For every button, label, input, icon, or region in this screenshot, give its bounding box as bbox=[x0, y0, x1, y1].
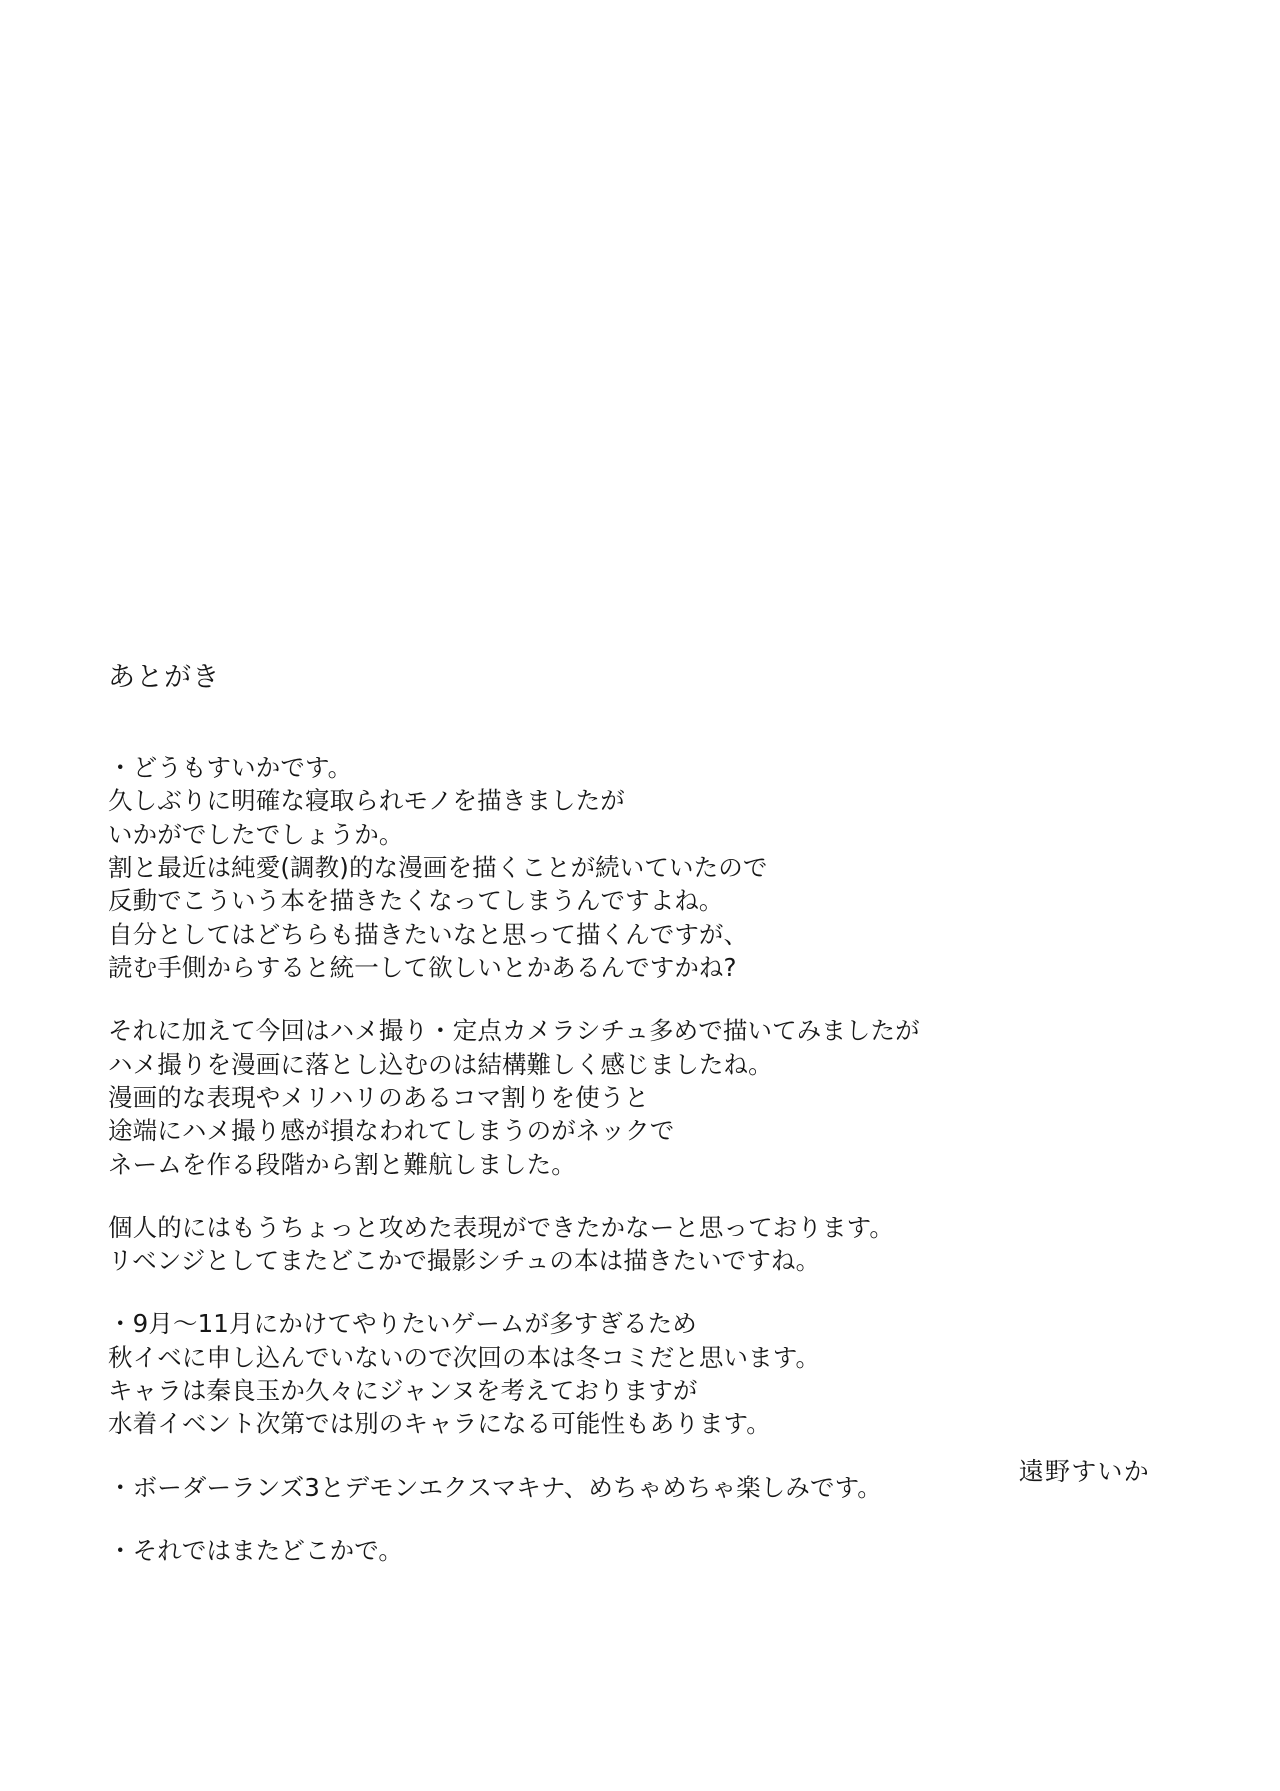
afterword-paragraph-closing bbox=[108, 1534, 1188, 1567]
afterword-line: それに加えて今回はハメ撮り・定点カメラシチュ多めで描いてみましたが bbox=[108, 1016, 920, 1046]
afterword-line: 漫画的な表現やメリハリのあるコマ割りを使うと bbox=[108, 1082, 649, 1112]
afterword-paragraph-next-plans bbox=[108, 1307, 1188, 1440]
afterword-paragraph-reflection bbox=[108, 1211, 1188, 1278]
afterword-line: 自分としてはどちらも描きたいなと思って描くんですが、 bbox=[108, 919, 749, 949]
afterword-line: ・それではまたどこかで。 bbox=[108, 1536, 403, 1566]
afterword-line: 反動でこういう本を描きたくなってしまうんですよね。 bbox=[108, 886, 724, 916]
afterword-line: ・ボーダーランズ3とデモンエクスマキナ、めちゃめちゃ楽しみです。 bbox=[108, 1472, 882, 1502]
afterword-paragraph-intro bbox=[108, 751, 1188, 984]
afterword-line: 秋イベに申し込んでいないので次回の本は冬コミだと思います。 bbox=[108, 1342, 821, 1372]
afterword-line: 読む手側からすると統一して欲しいとかあるんですかね? bbox=[108, 952, 737, 982]
afterword-line: ・どうもすいかです。 bbox=[108, 753, 353, 783]
afterword-line: 個人的にはもうちょっと攻めた表現ができたかなーと思っております。 bbox=[108, 1212, 894, 1242]
afterword-paragraph-production-notes bbox=[108, 1014, 1188, 1181]
afterword-line: 途端にハメ撮り感が損なわれてしまうのがネックで bbox=[108, 1116, 675, 1146]
afterword-title: あとがき bbox=[108, 662, 221, 693]
afterword-line: 久しぶりに明確な寝取られモノを描きましたが bbox=[108, 786, 625, 816]
afterword-line: ハメ撮りを漫画に落とし込むのは結構難しく感じましたね。 bbox=[108, 1049, 773, 1079]
afterword-line: 割と最近は純愛(調教)的な漫画を描くことが続いていたので bbox=[108, 853, 768, 883]
afterword-line: ・9月〜11月にかけてやりたいゲームが多すぎるため bbox=[108, 1309, 697, 1339]
afterword-line: 水着イベント次第では別のキャラになる可能性もあります。 bbox=[108, 1409, 771, 1439]
author-signature-text: 遠野すいか bbox=[1018, 1457, 1150, 1486]
afterword-line: キャラは秦良玉か久々にジャンヌを考えておりますが bbox=[108, 1376, 698, 1406]
afterword-line: リベンジとしてまたどこかで撮影シチュの本は描きたいですね。 bbox=[108, 1246, 821, 1276]
author-signature bbox=[0, 1455, 1280, 1489]
afterword-line: いかがでしたでしょうか。 bbox=[108, 819, 404, 849]
afterword-line: ネームを作る段階から割と難航しました。 bbox=[108, 1149, 576, 1179]
afterword-section bbox=[108, 660, 1188, 1567]
